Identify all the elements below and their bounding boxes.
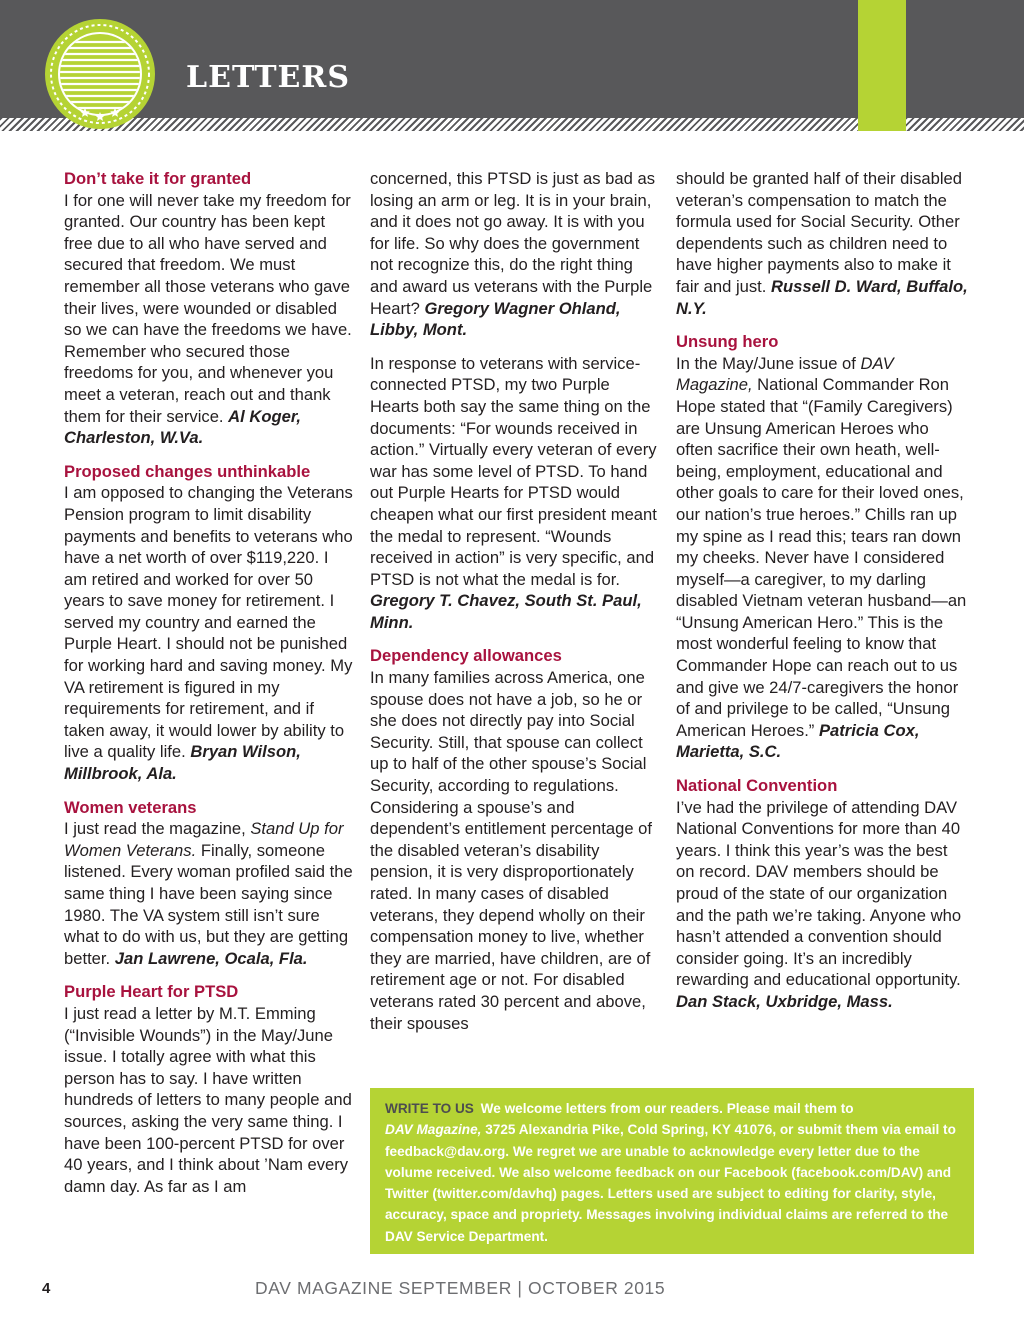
footer-publication: DAV MAGAZINE SEPTEMBER | OCTOBER 2015 [255, 1278, 666, 1298]
letter-signature: Patricia Cox, Marietta, S.C. [676, 720, 920, 762]
magazine-title: DAV Magazine, [676, 353, 894, 395]
magazine-title: DAV Magazine, [385, 1122, 482, 1138]
letter-signature: Russell D. Ward, Buffalo, N.Y. [676, 276, 968, 318]
letter-body: I’ve had the privilege of attending DAV National Conventions for more than 40 years. I think this year’s was the best on record. DAV members should be proud of the state of our organization and the path we’re taking. Anyone who hasn’t attended a convention should consider going. It’s an incredibly rewarding and educational opportunity. Dan Stack, Uxbridge, Mass. [676, 797, 962, 1011]
letter-body-continued: concerned, this PTSD is just as bad as losing an arm or leg. It is in your brain, and it does not go away. It is with you for life. So why does the government not recognize this, do the right thing and award us veterans with the Purple Heart? Gregory Wagner Ohland, Libby, Mont. [370, 169, 655, 340]
letter-body: I for one will never take my freedom for granted. Our country has been kept free due to all who have served and secured that freedom. We must remember all those veterans who gave their lives, were wounded or disabled so we can have the freedoms we have. Remember who secured those freedoms for you, and whenever you meet a veteran, reach out and thank them for their service. Al Koger, Charleston, W.Va. [64, 190, 352, 448]
green-accent-tab [858, 0, 906, 131]
letters-column-2 [370, 168, 662, 1034]
write-to-us-text: WRITE TO US We welcome letters from our readers. Please mail them to DAV Magazine, 3725 Alexandria Pike, Cold Spring, KY 41076, or submit them via email to feedback@dav.org. We regret we are unable to acknowledge every letter due to the volume received. We also welcome feedback on our Facebook (facebook.com/DAV) and Twitter (twitter.com/davhq) pages. Letters used are subject to editing for clarity, style, accuracy, space and propriety. Messages involving individual claims are referred to the DAV Service Department. [385, 1101, 956, 1244]
letter-body: I just read the magazine, Stand Up for Women Veterans. Finally, someone listened. Every woman profiled said the same thing I have been saying since 1980. The VA system still isn’t sure what to do with us, but they are getting better. Jan Lawrene, Ocala, Fla. [64, 819, 353, 968]
letter-signature: Dan Stack, Uxbridge, Mass. [676, 991, 893, 1011]
letter-signature: Gregory T. Chavez, South St. Paul, Minn. [370, 591, 642, 632]
letter-body: I am opposed to changing the Veterans Pension program to limit disability payments and benefits to veterans who have a net worth of over $119,220. I am retired and worked for over 50 years to save money for retirement. I served my country and earned the Purple Heart. I should not be punished for working hard and saving money. My VA retirement is figured in my requirements for retirement, and if taken away, it would lower by ability to live a quality life. Bryan Wilson, Millbrook, Ala. [64, 483, 353, 784]
letter-body-continued: should be granted half of their disabled veteran’s compensation to match the formula used for Social Security. Other dependents such as children need to have higher payments also to make it fair and just. Russell D. Ward, Buffalo, N.Y. [676, 169, 968, 318]
section-title: LETTERS [186, 60, 351, 95]
letter-body: In the May/June issue of DAV Magazine, National Commander Ron Hope stated that “(Family Caregivers) are Unsung American Heroes who often sacrifice their own heath, well-being, employment, educational and other goals to care for their loved ones, our nation’s true heroes.” Chills ran up my spine as I read this; tears ran down my cheeks. Never have I considered myself—a caregiver, to my darling disabled Vietnam veteran husband—an “Unsung American Hero.” This is the most wonderful feeling to know that Commander Hope can reach out to us and give we 24/7-caregivers the honor of and privilege to be called, “Unsung American Heroes.” Patricia Cox, Marietta, S.C. [676, 353, 967, 762]
letter-signature: Al Koger, Charleston, W.Va. [64, 406, 302, 448]
magazine-title: Stand Up for Women Veterans. [64, 819, 344, 860]
letters-column-1 [64, 168, 356, 1197]
letters-column-3 [676, 168, 968, 1013]
letter-heading: National Convention [676, 776, 838, 796]
letter-heading: Unsung hero [676, 332, 779, 352]
letter-heading: Women veterans [64, 797, 197, 817]
letter-signature: Jan Lawrene, Ocala, Fla. [114, 948, 308, 968]
letter-body: In many families across America, one spouse does not have a job, so he or she does not directly pay into Social Security. Still, that spouse can collect up to half of the other spouse’s Social Security, according to regulations. Considering a spouse’s and dependent’s entitlement percentage of the disabled veteran’s disability pension, it is very disproportionately rated. In many cases of disabled veterans, they depend wholly on their compensation money to live, whether they are married, have children, are of retirement age or not. For disabled veterans rated 30 percent and above, their spouses [370, 668, 652, 1033]
letter-heading: Proposed changes unthinkable [64, 461, 311, 481]
letter-signature: Bryan Wilson, Millbrook, Ala. [64, 742, 301, 784]
stars-badge-icon [44, 18, 156, 130]
letter-signature: Gregory Wagner Ohland, Libby, Mont. [370, 298, 621, 340]
letter-heading: Don’t take it for granted [64, 169, 252, 188]
letter-body: I just read a letter by M.T. Emming (“Invisible Wounds”) in the May/June issue. I totally agree with what this person has to say. I have written hundreds of letters to many people and sources, asking the very same thing. I have been 100-percent PTSD for over 40 years, and I think about ’Nam every damn day. As far as I am [64, 1003, 352, 1196]
letter-heading: Dependency allowances [370, 646, 562, 666]
letter-heading: Purple Heart for PTSD [64, 982, 239, 1002]
write-to-us-box [370, 1088, 974, 1254]
write-to-us-label: WRITE TO US [385, 1101, 474, 1116]
letter-body: In response to veterans with service-connected PTSD, my two Purple Hearts both say the same thing on the documents: “For wounds received in action.” Virtually every veteran of every war has some level of PTSD. To hand out Purple Hearts for PTSD would cheapen what our first president meant the medal to represent. “Wounds received in action” is very specific, and PTSD is not what the medal is for. Gregory T. Chavez, South St. Paul, Minn. [370, 353, 657, 632]
page-number: 4 [42, 1280, 51, 1297]
